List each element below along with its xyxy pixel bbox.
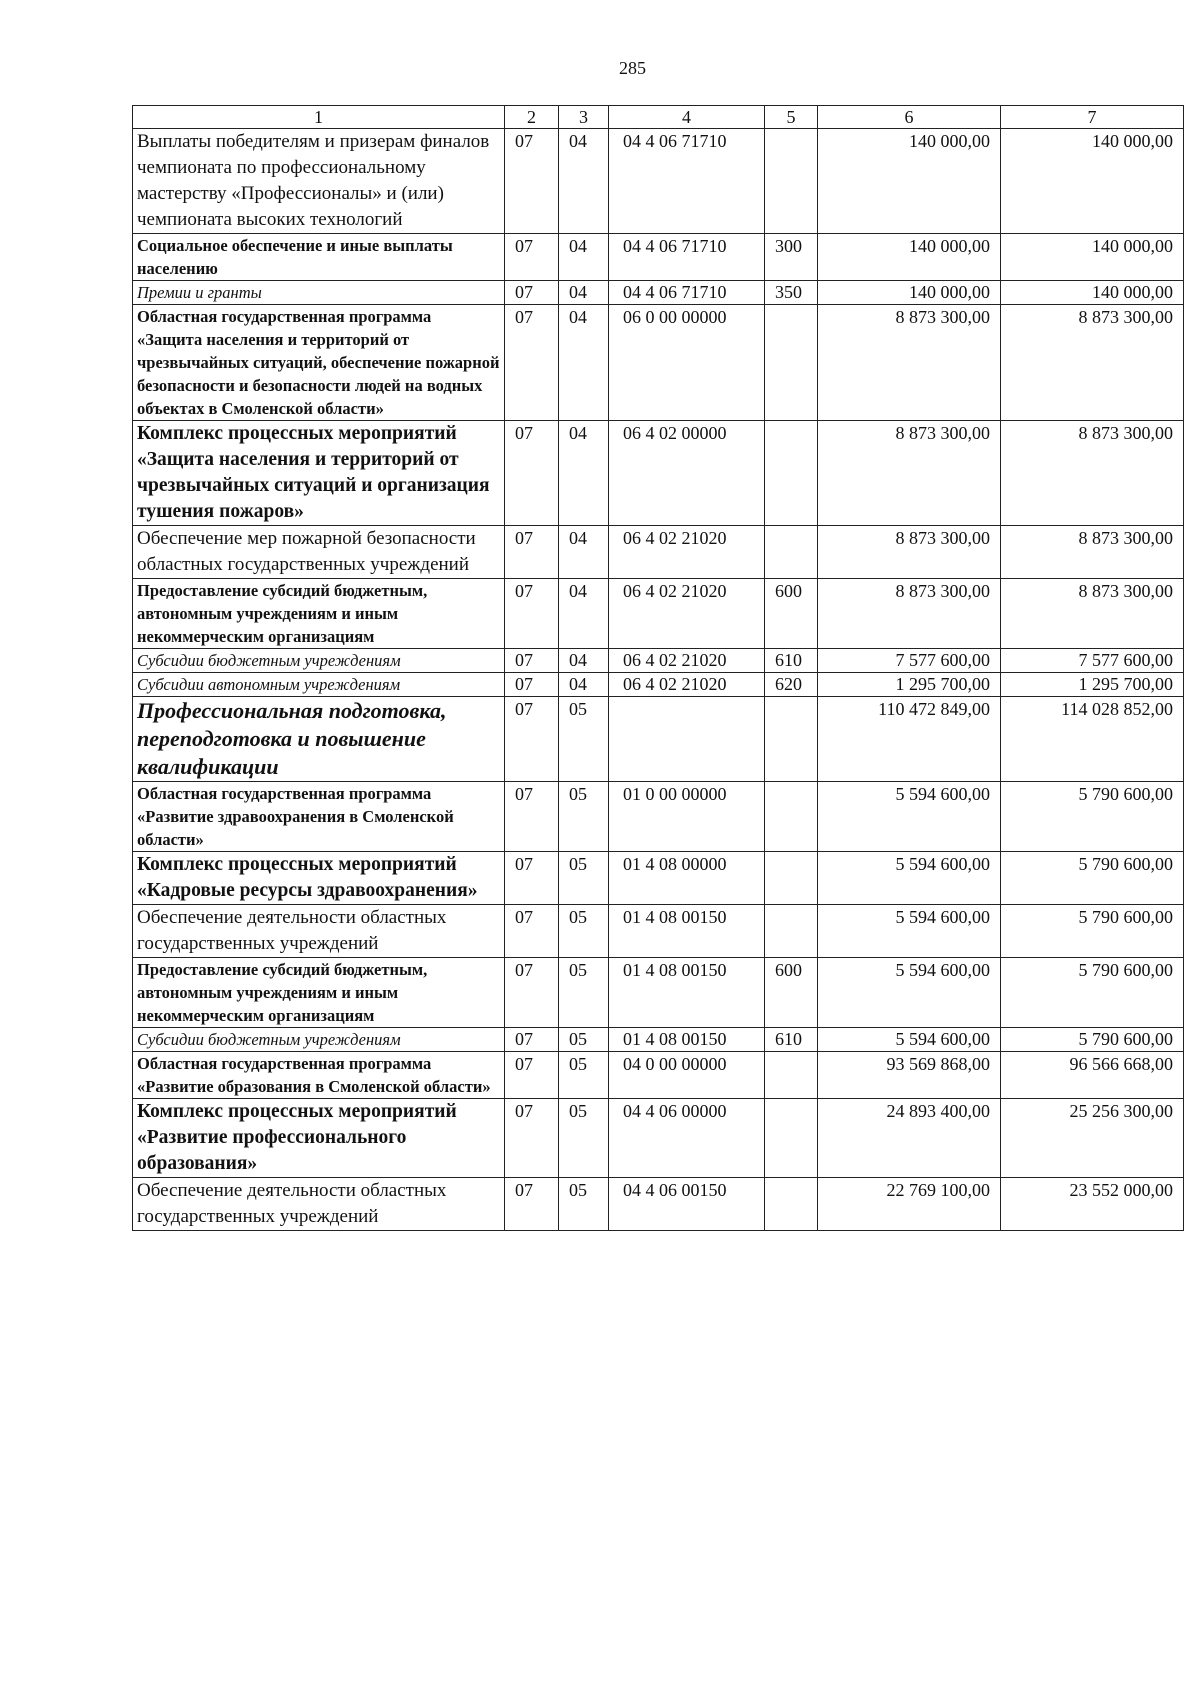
table-row (133, 1099, 1184, 1178)
subsection-code-cell: 04 (559, 281, 609, 305)
amount-year2-cell: 8 873 300,00 (1001, 421, 1184, 526)
table-row (133, 852, 1184, 905)
target-code-cell: 06 4 02 21020 (609, 673, 765, 697)
target-code-cell: 01 4 08 00150 (609, 905, 765, 958)
table-row (133, 782, 1184, 852)
amount-year1-cell: 8 873 300,00 (818, 579, 1001, 649)
item-name-cell: Комплекс процессных мероприятий «Развитие профессионального образования» (133, 1099, 505, 1178)
item-name-cell: Областная государственная программа «Развитие здравоохранения в Смоленской области» (133, 782, 505, 852)
amount-year1-cell: 5 594 600,00 (818, 852, 1001, 905)
target-code-cell: 01 4 08 00150 (609, 958, 765, 1028)
amount-year2-cell: 1 295 700,00 (1001, 673, 1184, 697)
section-code-cell: 07 (505, 305, 559, 421)
amount-year2-cell: 5 790 600,00 (1001, 782, 1184, 852)
section-code-cell: 07 (505, 697, 559, 782)
item-name-cell: Предоставление субсидий бюджетным, автономным учреждениям и иным некоммерческим организациям (133, 958, 505, 1028)
section-code-cell: 07 (505, 1178, 559, 1231)
section-code-cell: 07 (505, 649, 559, 673)
item-name-cell: Обеспечение мер пожарной безопасности областных государственных учреждений (133, 526, 505, 579)
section-code-cell: 07 (505, 782, 559, 852)
amount-year1-cell: 93 569 868,00 (818, 1052, 1001, 1099)
table-row (133, 421, 1184, 526)
item-name-cell: Социальное обеспечение и иные выплаты населению (133, 234, 505, 281)
item-name-cell: Профессиональная подготовка, переподготовка и повышение квалификации (133, 697, 505, 782)
table-row (133, 649, 1184, 673)
section-code-cell: 07 (505, 1028, 559, 1052)
subsection-code-cell: 04 (559, 649, 609, 673)
subsection-code-cell: 04 (559, 579, 609, 649)
amount-year2-cell: 96 566 668,00 (1001, 1052, 1184, 1099)
section-code-cell: 07 (505, 1052, 559, 1099)
expense-type-cell: 610 (765, 1028, 818, 1052)
target-code-cell: 04 4 06 71710 (609, 234, 765, 281)
amount-year1-cell: 8 873 300,00 (818, 305, 1001, 421)
target-code-cell: 04 4 06 00150 (609, 1178, 765, 1231)
amount-year1-cell: 22 769 100,00 (818, 1178, 1001, 1231)
subsection-code-cell: 05 (559, 1178, 609, 1231)
item-name-cell: Субсидии автономным учреждениям (133, 673, 505, 697)
amount-year1-cell: 8 873 300,00 (818, 526, 1001, 579)
expense-type-cell (765, 1099, 818, 1178)
expense-type-cell (765, 782, 818, 852)
amount-year1-cell: 24 893 400,00 (818, 1099, 1001, 1178)
amount-year2-cell: 114 028 852,00 (1001, 697, 1184, 782)
target-code-cell: 01 0 00 00000 (609, 782, 765, 852)
amount-year2-cell: 8 873 300,00 (1001, 526, 1184, 579)
target-code-cell: 01 4 08 00150 (609, 1028, 765, 1052)
page-number: 285 (619, 58, 646, 78)
item-name-cell: Выплаты победителям и призерам финалов чемпионата по профессиональному мастерству «Профессионалы» и (или) чемпионата высоких технологий (133, 129, 505, 234)
section-code-cell: 07 (505, 852, 559, 905)
amount-year2-cell: 23 552 000,00 (1001, 1178, 1184, 1231)
header-cell: 3 (559, 106, 609, 129)
item-name-cell: Премии и гранты (133, 281, 505, 305)
target-code-cell: 01 4 08 00000 (609, 852, 765, 905)
expense-type-cell: 620 (765, 673, 818, 697)
subsection-code-cell: 05 (559, 782, 609, 852)
header-cell: 2 (505, 106, 559, 129)
target-code-cell: 06 4 02 21020 (609, 526, 765, 579)
section-code-cell: 07 (505, 579, 559, 649)
section-code-cell: 07 (505, 673, 559, 697)
item-name-cell: Предоставление субсидий бюджетным, автономным учреждениям и иным некоммерческим организациям (133, 579, 505, 649)
subsection-code-cell: 05 (559, 958, 609, 1028)
table-row (133, 526, 1184, 579)
amount-year2-cell: 7 577 600,00 (1001, 649, 1184, 673)
subsection-code-cell: 04 (559, 305, 609, 421)
expense-type-cell: 600 (765, 958, 818, 1028)
expense-type-cell: 600 (765, 579, 818, 649)
subsection-code-cell: 04 (559, 129, 609, 234)
header-cell: 5 (765, 106, 818, 129)
expense-type-cell (765, 852, 818, 905)
expense-type-cell: 300 (765, 234, 818, 281)
header-cell: 4 (609, 106, 765, 129)
item-name-cell: Комплекс процессных мероприятий «Защита населения и территорий от чрезвычайных ситуаций и организация тушения пожаров» (133, 421, 505, 526)
header-row (133, 106, 1184, 129)
subsection-code-cell: 04 (559, 526, 609, 579)
amount-year1-cell: 1 295 700,00 (818, 673, 1001, 697)
amount-year1-cell: 140 000,00 (818, 234, 1001, 281)
subsection-code-cell: 05 (559, 905, 609, 958)
header-cell: 6 (818, 106, 1001, 129)
expense-type-cell (765, 697, 818, 782)
subsection-code-cell: 05 (559, 1052, 609, 1099)
amount-year2-cell: 5 790 600,00 (1001, 1028, 1184, 1052)
section-code-cell: 07 (505, 129, 559, 234)
section-code-cell: 07 (505, 1099, 559, 1178)
item-name-cell: Обеспечение деятельности областных государственных учреждений (133, 1178, 505, 1231)
section-code-cell: 07 (505, 421, 559, 526)
amount-year1-cell: 5 594 600,00 (818, 1028, 1001, 1052)
item-name-cell: Областная государственная программа «Развитие образования в Смоленской области» (133, 1052, 505, 1099)
target-code-cell (609, 697, 765, 782)
section-code-cell: 07 (505, 234, 559, 281)
subsection-code-cell: 05 (559, 852, 609, 905)
section-code-cell: 07 (505, 526, 559, 579)
amount-year1-cell: 140 000,00 (818, 281, 1001, 305)
header-cell: 7 (1001, 106, 1184, 129)
amount-year1-cell: 5 594 600,00 (818, 782, 1001, 852)
target-code-cell: 04 0 00 00000 (609, 1052, 765, 1099)
target-code-cell: 06 4 02 21020 (609, 649, 765, 673)
budget-table (132, 105, 1184, 1231)
table-row (133, 1178, 1184, 1231)
item-name-cell: Областная государственная программа «Защита населения и территорий от чрезвычайных ситуаций, обеспечение пожарной безопасности и безопасности людей на водных объектах в Смоленской области» (133, 305, 505, 421)
amount-year1-cell: 5 594 600,00 (818, 958, 1001, 1028)
expense-type-cell (765, 1052, 818, 1099)
section-code-cell: 07 (505, 958, 559, 1028)
amount-year1-cell: 140 000,00 (818, 129, 1001, 234)
amount-year1-cell: 8 873 300,00 (818, 421, 1001, 526)
table-row (133, 579, 1184, 649)
subsection-code-cell: 05 (559, 697, 609, 782)
amount-year1-cell: 110 472 849,00 (818, 697, 1001, 782)
table-row (133, 958, 1184, 1028)
expense-type-cell: 610 (765, 649, 818, 673)
amount-year2-cell: 5 790 600,00 (1001, 958, 1184, 1028)
item-name-cell: Комплекс процессных мероприятий «Кадровые ресурсы здравоохранения» (133, 852, 505, 905)
target-code-cell: 04 4 06 71710 (609, 281, 765, 305)
amount-year2-cell: 5 790 600,00 (1001, 905, 1184, 958)
header-cell: 1 (133, 106, 505, 129)
table-row (133, 129, 1184, 234)
table-row (133, 234, 1184, 281)
table-row (133, 1052, 1184, 1099)
subsection-code-cell: 04 (559, 673, 609, 697)
subsection-code-cell: 05 (559, 1099, 609, 1178)
table-row (133, 305, 1184, 421)
amount-year2-cell: 25 256 300,00 (1001, 1099, 1184, 1178)
subsection-code-cell: 04 (559, 421, 609, 526)
table-row (133, 673, 1184, 697)
amount-year2-cell: 8 873 300,00 (1001, 305, 1184, 421)
table-row (133, 281, 1184, 305)
expense-type-cell (765, 129, 818, 234)
amount-year1-cell: 7 577 600,00 (818, 649, 1001, 673)
subsection-code-cell: 04 (559, 234, 609, 281)
amount-year2-cell: 140 000,00 (1001, 129, 1184, 234)
target-code-cell: 06 4 02 21020 (609, 579, 765, 649)
amount-year1-cell: 5 594 600,00 (818, 905, 1001, 958)
item-name-cell: Обеспечение деятельности областных государственных учреждений (133, 905, 505, 958)
section-code-cell: 07 (505, 905, 559, 958)
expense-type-cell (765, 305, 818, 421)
table-row (133, 1028, 1184, 1052)
amount-year2-cell: 8 873 300,00 (1001, 579, 1184, 649)
expense-type-cell (765, 526, 818, 579)
expense-type-cell (765, 421, 818, 526)
amount-year2-cell: 5 790 600,00 (1001, 852, 1184, 905)
table-row (133, 697, 1184, 782)
target-code-cell: 06 0 00 00000 (609, 305, 765, 421)
expense-type-cell (765, 905, 818, 958)
table-row (133, 905, 1184, 958)
expense-type-cell: 350 (765, 281, 818, 305)
target-code-cell: 06 4 02 00000 (609, 421, 765, 526)
subsection-code-cell: 05 (559, 1028, 609, 1052)
target-code-cell: 04 4 06 71710 (609, 129, 765, 234)
amount-year2-cell: 140 000,00 (1001, 234, 1184, 281)
target-code-cell: 04 4 06 00000 (609, 1099, 765, 1178)
amount-year2-cell: 140 000,00 (1001, 281, 1184, 305)
item-name-cell: Субсидии бюджетным учреждениям (133, 1028, 505, 1052)
item-name-cell: Субсидии бюджетным учреждениям (133, 649, 505, 673)
section-code-cell: 07 (505, 281, 559, 305)
expense-type-cell (765, 1178, 818, 1231)
